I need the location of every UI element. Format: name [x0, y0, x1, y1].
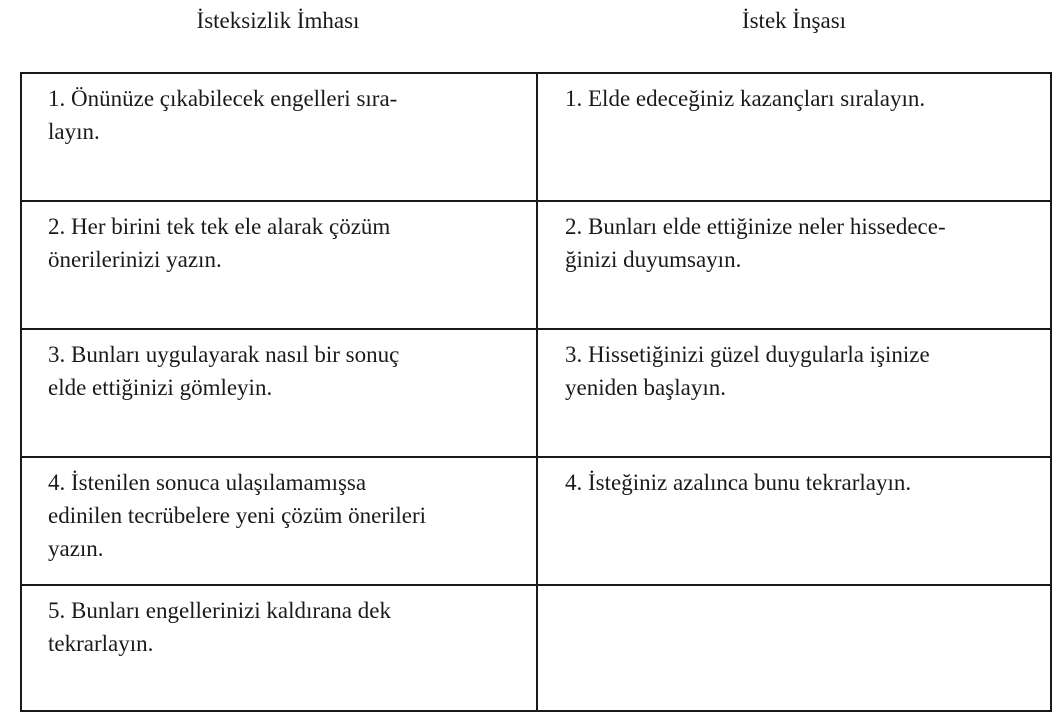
steps-table: [20, 72, 1052, 712]
cell-text-line: 3. Bunları uygulayarak nasıl bir sonuç: [48, 342, 400, 367]
table-cell-right-5: [538, 586, 1050, 710]
cell-text-line: 2. Bunları elde ettiğinize neler hissedece-: [565, 214, 946, 239]
table-cell-left-5: [22, 586, 538, 710]
column-header-istek-insasi: İstek İnşası: [741, 8, 847, 33]
cell-text-line: ğinizi duyumsayın.: [565, 247, 742, 272]
table-cell-left-4: [22, 458, 538, 586]
table-cell-left-3: [22, 330, 538, 458]
cell-text-line: yazın.: [48, 536, 104, 561]
column-header-isteksizlik-imhasi: İsteksizlik İmhası: [196, 8, 360, 33]
table-cell-right-2: [538, 202, 1050, 330]
cell-text-line: 3. Hissetiğinizi güzel duygularla işinize: [565, 342, 930, 367]
cell-text-line: 4. İstenilen sonuca ulaşılamamışsa: [48, 470, 367, 495]
table-cell-right-4: [538, 458, 1050, 586]
cell-text-line: 1. Önünüze çıkabilecek engelleri sıra-: [48, 86, 398, 111]
cell-text-line: 5. Bunları engellerinizi kaldırana dek: [48, 598, 391, 623]
cell-text-line: edinilen tecrübelere yeni çözüm önerileri: [48, 503, 427, 528]
cell-text-line: 1. Elde edeceğiniz kazançları sıralayın.: [565, 86, 926, 111]
cell-text-line: tekrarlayın.: [48, 631, 154, 656]
cell-text-line: 4. İsteğiniz azalınca bunu tekrarlayın.: [565, 470, 912, 495]
table-cell-left-2: [22, 202, 538, 330]
cell-text-line: yeniden başlayın.: [565, 375, 726, 400]
table-cell-left-1: [22, 74, 538, 202]
cell-text-line: layın.: [48, 119, 100, 144]
cell-text-line: 2. Her birini tek tek ele alarak çözüm: [48, 214, 391, 239]
cell-text-line: önerilerinizi yazın.: [48, 247, 222, 272]
table-cell-right-3: [538, 330, 1050, 458]
cell-text-line: elde ettiğinizi gömleyin.: [48, 375, 273, 400]
table-cell-right-1: [538, 74, 1050, 202]
